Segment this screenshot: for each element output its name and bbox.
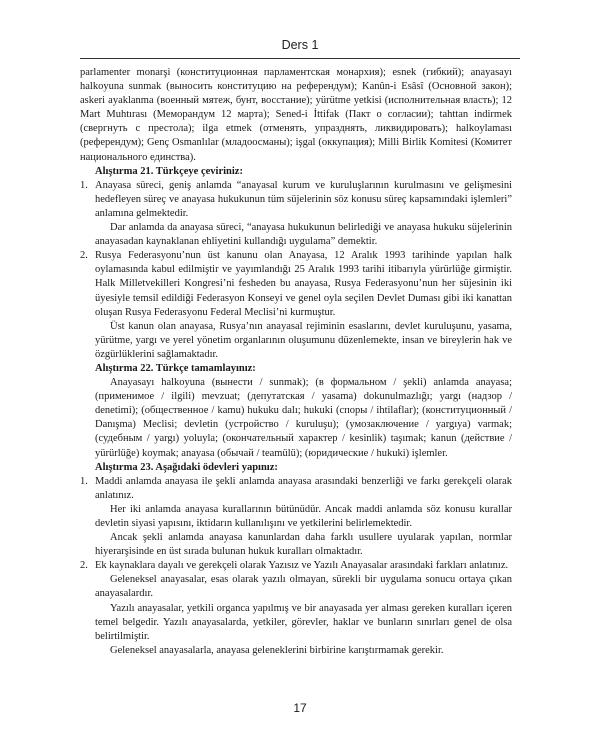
exercise-22-text: Anayasayı halkoyuna (вынести / sunmak); (в формальном / şekli) anlamda anayasa; (применимое / ilgili) mevzuat; (депутатская / yasama) dokunulmazlığı; yargı (надзор / denetimi); (общественное / kamu) hukuku dalı; hukuki (споры / ihtilaflar); (конституционный / Danışma) Meclisi; devletin (устройство / kuruluşu); (умозаключение / yargıya) varmak; (судебным / yargı) yoluyla; (окончательный характер / kesinlik) taşımak; kanun (действие / yürürlüğe) koymak; anayasa (обычай / teamülü); (юридические / hukuki) işlemler. bbox=[95, 377, 512, 459]
exercise-23-item-2-paragraph-3: Geleneksel anayasalarla, anayasa geleneklerini birbirine karıştırmamak gerekir. bbox=[110, 644, 444, 656]
exercise-21-item-1-continuation: Dar anlamda da anayasa süreci, “anayasa hukukunun belirlediği ve anayasa hukuku süjelerinin anayasadan kaynaklanan ehliyetini kullandığı uygulama” demektir. bbox=[95, 222, 512, 248]
exercise-23-item-2-paragraph-2: Yazılı anayasalar, yetkili organca yapılmış ve bir anayasada yer alması gereken kuralları içeren temel belgedir. Yazılı anayasalarda, yetkiler, görevler, haklar ve bunların sınırları genel de olsa belirtilmiştir. bbox=[95, 602, 512, 642]
exercise-21-item-2 bbox=[80, 249, 512, 319]
exercise-23-title: Alıştırma 23. Aşağıdaki ödevleri yapınız: bbox=[95, 461, 278, 473]
header-rule bbox=[80, 58, 520, 59]
item-text: Rusya Federasyonu’nun üst kanunu olan Anayasa, 12 Aralık 1993 tarihinde yapılan halk oylamasında kabul edilmiştir ve yayımlandığı 25 Aralık 1993 tarihi itibarıyla yürürlüğe girmiştir. Halk Milletvekilleri Kongresi’ni fesheden bu anayasa, Rusya Federasyonu’nun her süjesinin iki üyesiyle temsil edildiği Federasyon Konseyi ve genel oyla seçilen Devlet Duması gibi iki kanattan oluşan Rusya Federasyonu Federal Meclisi’ni kurmuştur. bbox=[95, 250, 512, 318]
exercise-23-item-1-paragraph-2: Ancak şekli anlamda anayasa kanunlardan daha farklı usullere uyularak yapılan, normlar hiyerarşisinde en üst sırada bulunan hukuk kuralları olmaktadır. bbox=[95, 532, 512, 558]
page-number: 17 bbox=[293, 701, 307, 715]
exercise-21-item-1 bbox=[80, 179, 512, 221]
item-number: 2. bbox=[80, 250, 88, 262]
exercise-23-item-2-paragraph-1: Geleneksel anayasalar, esas olarak yazılı olmayan, sürekli bir uygulama sonucu ortaya çıkan anayasalardır. bbox=[95, 574, 512, 600]
exercise-23-item-1-paragraph-1: Her iki anlamda anayasa kurallarının bütünüdür. Ancak maddi anlamda söz konusu kurallar devletin siyasi yapısını, iktidarın kullanılışını ve yetkilerini belirlemektedir. bbox=[95, 503, 512, 529]
exercise-21-item-2-continuation: Üst kanun olan anayasa, Rusya’nın anayasal rejiminin esaslarını, devlet kuruluşunu, yasama, yürütme, yargı ve yerel yönetim organlarının oluşumunu düzenlemekte, insan ve bireylerin hak ve özgürlüklerini sağlamaktadır. bbox=[95, 320, 512, 360]
item-number: 1. bbox=[80, 475, 88, 487]
running-header: Ders 1 bbox=[281, 38, 319, 52]
item-text: Ek kaynaklara dayalı ve gerekçeli olarak Yazısız ve Yazılı Anayasalar arasındaki farkları anlatınız. bbox=[95, 560, 509, 572]
exercise-23-item-1 bbox=[80, 475, 512, 503]
item-number: 1. bbox=[80, 179, 88, 191]
vocabulary-paragraph: parlamenter monarşi (конституционная парламентская монархия); esnek (гибкий); anayasayı halkoyuna sunmak (выносить конституцию на референдум); Kanûn-i Esâsî (Основной закон); askeri ayaklanma (военный мятеж, бунт, восстание); yürütme yetkisi (исполнительная власть); 12 Mart Muhtırası (Меморандум 12 марта); Sened-i İttifak (Пакт о согласии); tahttan indirmek (свергнуть с престола); ilga etmek (отменять, упразднять, ликвидировать); halkoylaması (референдум); Genç Osmanlılar (младоосманы); işgal (оккупация); Milli Birlik Komitesi (Комитет национального единства). bbox=[80, 67, 512, 163]
item-text: Maddi anlamda anayasa ile şekli anlamda anayasa arasındaki benzerliği ve farkı gerekçeli olarak anlatınız. bbox=[95, 475, 512, 501]
page-content bbox=[80, 66, 512, 658]
exercise-22-title: Alıştırma 22. Türkçe tamamlayınız: bbox=[95, 362, 256, 374]
item-text: Anayasa süreci, geniş anlamda “anayasal kurum ve kuruluşlarının kurulmasını ve gelişmesini hedefleyen süreç ve anayasa hukukunun tüm süjelerinin söz konusu süreç kapsamındaki işlemleri” anlamına gelmektedir. bbox=[95, 179, 512, 219]
exercise-21-title: Alıştırma 21. Türkçeye çeviriniz: bbox=[95, 165, 243, 177]
exercise-23-item-2 bbox=[80, 559, 512, 573]
item-number: 2. bbox=[80, 560, 88, 572]
